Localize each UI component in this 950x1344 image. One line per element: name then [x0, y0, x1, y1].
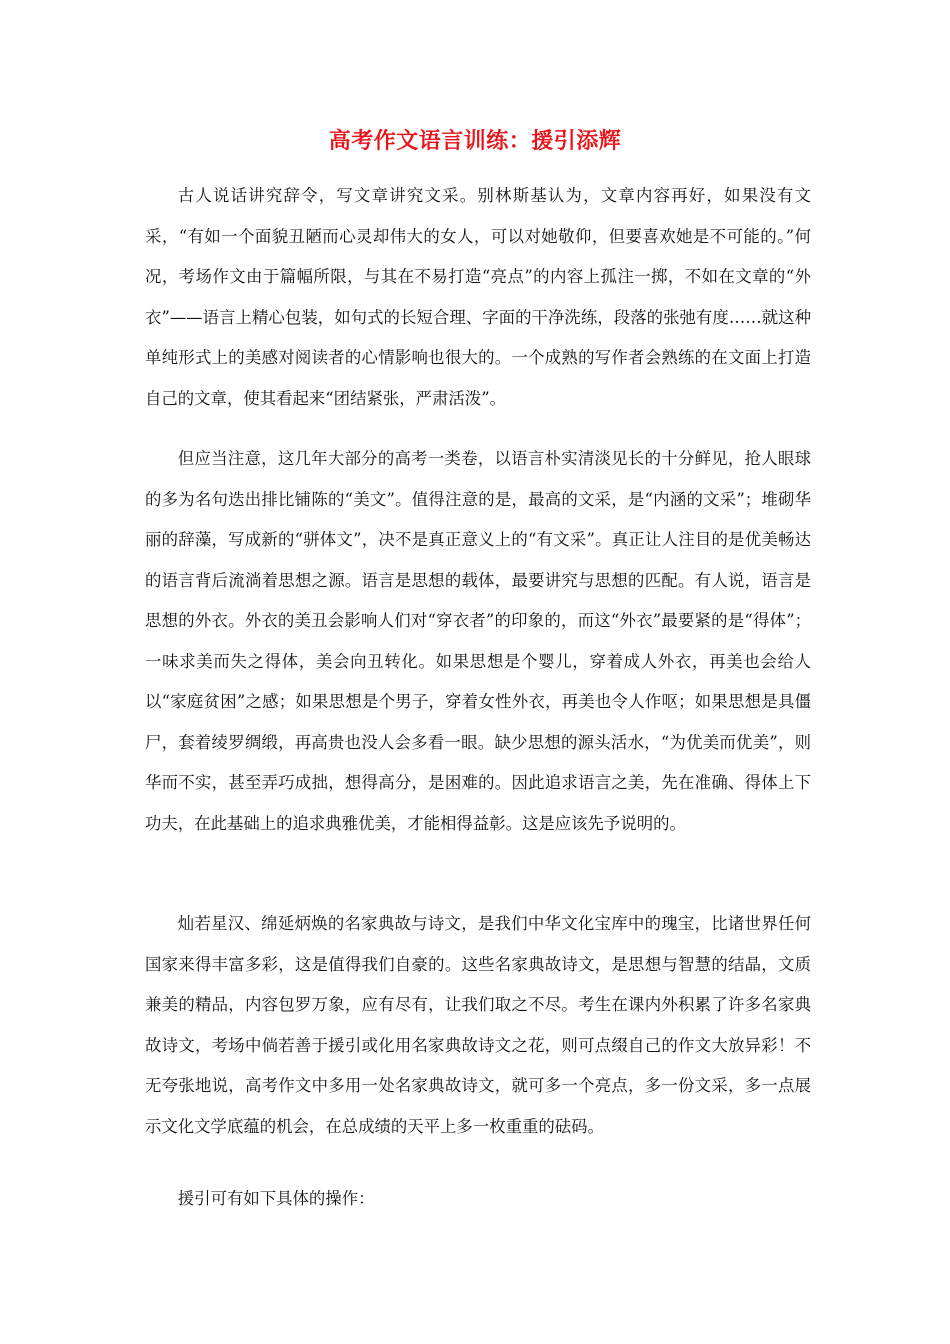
document-title: 高考作文语言训练：援引添辉 [328, 128, 622, 154]
paragraph-allusions: 灿若星汉、绵延炳焕的名家典故与诗文，是我们中华文化宝库中的瑰宝，比诸世界任何国家来得丰富多彩，这是值得我们自豪的。这些名家典故诗文，是思想与智慧的结晶，文质兼美的精品，内容包罗万象，应有尽有，让我们取之不尽。考生在课内外积累了许多名家典故诗文，考场中倘若善于援引或化用名家典故诗文之花，则可点缀自己的作文大放异彩！不无夸张地说，高考作文中多用一处名家典故诗文，就可多一个亮点，多一份文采，多一点展示文化文学底蕴的机会，在总成绩的天平上多一枚重重的砝码。 [145, 914, 811, 1136]
paragraph-operations-lead: 援引可有如下具体的操作： [177, 1189, 375, 1208]
paragraph-intro: 古人说话讲究辞令，写文章讲究文采。别林斯基认为，文章内容再好，如果没有文采，“有如一个面貌丑陋而心灵却伟大的女人，可以对她敬仰，但要喜欢她是不可能的。”何况，考场作文由于篇幅所限，与其在不易打造“亮点”的内容上孤注一掷，不如在文章的“外衣”——语言上精心包装，如句式的长短合理、字面的干净洗练，段落的张弛有度……就这种单纯形式上的美感对阅读者的心情影响也很大的。一个成熟的写作者会熟练的在文面上打造自己的文章，使其看起来“团结紧张，严肃活泼”。 [145, 186, 811, 408]
paragraph-caution: 但应当注意，这几年大部分的高考一类卷，以语言朴实清淡见长的十分鲜见，抢人眼球的多为名句迭出排比铺陈的“美文”。值得注意的是，最高的文采，是“内涵的文采”；堆砌华丽的辞藻，写成新的“骈体文”，决不是真正意义上的“有文采”。真正让人注目的是优美畅达的语言背后流淌着思想之源。语言是思想的载体，最要讲究与思想的匹配。有人说，语言是思想的外衣。外衣的美丑会影响人们对“穿衣者”的印象的，而这“外衣”最要紧的是“得体”；一味求美而失之得体，美会向丑转化。如果思想是个婴儿，穿着成人外衣，再美也会给人以“家庭贫困”之感；如果思想是个男子，穿着女性外衣，再美也令人作呕；如果思想是具僵尸，套着绫罗绸缎，再高贵也没人会多看一眼。缺少思想的源头活水，“为优美而优美”，则华而不实，甚至弄巧成拙，想得高分，是困难的。因此追求语言之美，先在准确、得体上下功夫，在此基础上的追求典雅优美，才能相得益彰。这是应该先予说明的。 [145, 449, 811, 833]
